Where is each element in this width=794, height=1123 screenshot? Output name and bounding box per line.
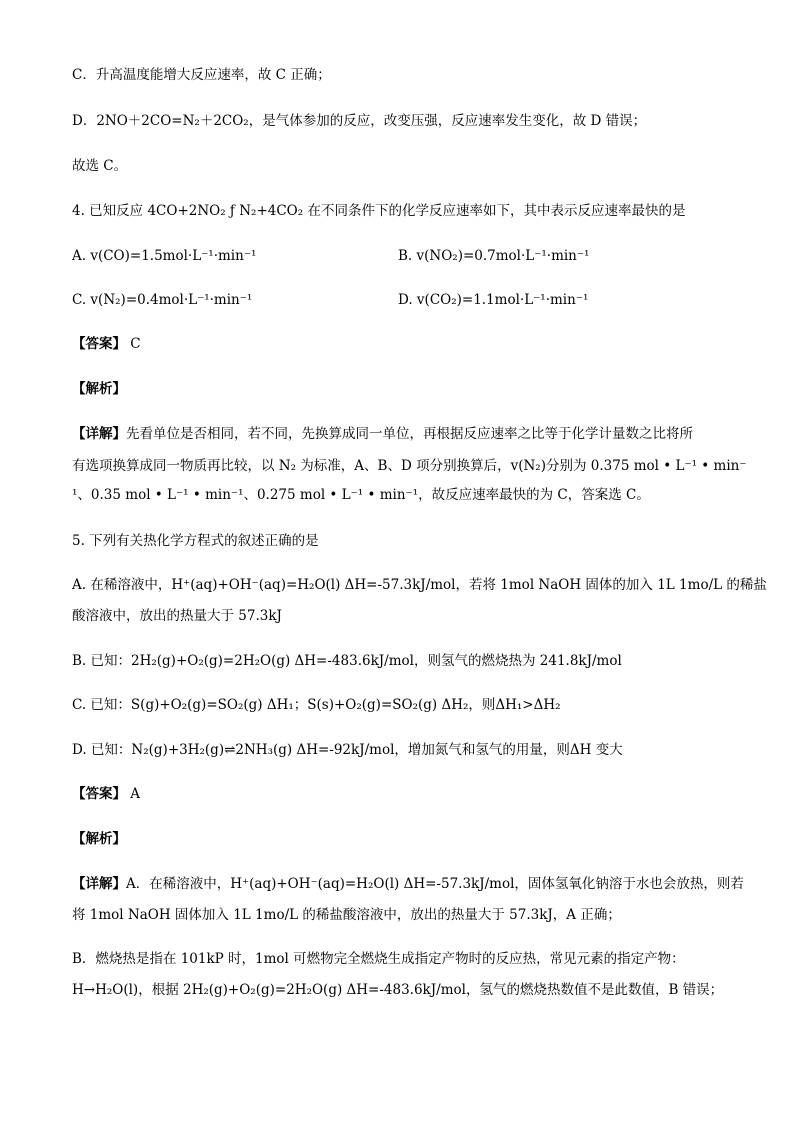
q5-option-b: B. 已知：2H₂(g)+O₂(g)=2H₂O(g) ΔH=-483.6kJ/mol，则氢气的燃烧热为 241.8kJ/mol [72, 653, 622, 669]
q5-detail-a-text-1: A．在稀溶液中，H⁺(aq)+OH⁻(aq)=H₂O(l) ΔH=-57.3kJ/mol，固体氢氧化钠溶于水也会放热，则若 [126, 876, 744, 892]
q5-detail-b-line-2: H→H₂O(l)，根据 2H₂(g)+O₂(g)=2H₂O(g) ΔH=-483.6kJ/mol，氢气的燃烧热数值不是此数值，B 错误； [72, 982, 724, 998]
q5-option-a-line-2: 酸溶液中，放出的热量大于 57.3kJ [72, 608, 282, 624]
q4-answer-value: C [130, 336, 141, 352]
q5-stem: 5. 下列有关热化学方程式的叙述正确的是 [72, 533, 319, 549]
q3-option-c-explanation: C．升高温度能增大反应速率，故 C 正确； [72, 67, 331, 83]
q4-analysis-label: 【解析】 [72, 381, 126, 397]
q5-answer-value: A [130, 786, 141, 802]
q5-analysis-row [72, 830, 126, 848]
q5-analysis-label: 【解析】 [72, 831, 126, 847]
q5-option-a-line-1: A. 在稀溶液中，H⁺(aq)+OH⁻(aq)=H₂O(l) ΔH=-57.3kJ/mol，若将 1mol NaOH 固体的加入 1L 1mo/L 的稀盐 [72, 577, 767, 593]
q4-option-d: D. v(CO₂)=1.1mol·L⁻¹·min⁻¹ [398, 292, 589, 308]
q4-detail-line-2: 有选项换算成同一物质再比较，以 N₂ 为标准，A、B、D 项分别换算后，v(N₂)分别为 0.375 mol • L⁻¹ • min⁻ [72, 458, 747, 474]
q5-detail-a-line-2: 将 1mol NaOH 固体加入 1L 1mo/L 的稀盐酸溶液中，放出的热量大于 57.3kJ，A 正确； [72, 907, 621, 923]
q4-detail-line-1 [72, 425, 693, 443]
q4-detail-label: 【详解】 [72, 426, 126, 442]
q4-option-a: A. v(CO)=1.5mol·L⁻¹·min⁻¹ [72, 248, 257, 264]
q5-option-d: D. 已知：N₂(g)+3H₂(g)⇌2NH₃(g) ΔH=-92kJ/mol，增加氮气和氢气的用量，则ΔH 变大 [72, 742, 623, 758]
q3-conclusion: 故选 C。 [72, 158, 128, 174]
q5-detail-b-line-1: B．燃烧热是指在 101kP 时，1mol 可燃物完全燃烧生成指定产物时的反应热，常见元素的指定产物： [72, 951, 685, 967]
q4-option-c: C. v(N₂)=0.4mol·L⁻¹·min⁻¹ [72, 292, 253, 308]
q4-option-b: B. v(NO₂)=0.7mol·L⁻¹·min⁻¹ [398, 248, 590, 264]
q4-answer-row [72, 335, 141, 353]
q5-option-c: C. 已知：S(g)+O₂(g)=SO₂(g) ΔH₁；S(s)+O₂(g)=SO₂(g) ΔH₂，则ΔH₁>ΔH₂ [72, 697, 561, 713]
q4-detail-text-1: 先看单位是否相同，若不同，先换算成同一单位，再根据反应速率之比等于化学计量数之比将所 [126, 426, 693, 442]
q5-detail-a-line-1 [72, 875, 744, 893]
q5-answer-row [72, 785, 140, 803]
q4-detail-line-3: ¹、0.35 mol • L⁻¹ • min⁻¹、0.275 mol • L⁻¹ • min⁻¹，故反应速率最快的为 C，答案选 C。 [72, 487, 650, 503]
q4-answer-label: 【答案】 [72, 336, 126, 352]
q4-analysis-row [72, 380, 126, 398]
q4-stem: 4. 已知反应 4CO+2NO₂ ƒ N₂+4CO₂ 在不同条件下的化学反应速率如下，其中表示反应速率最快的是 [72, 203, 686, 219]
q5-detail-label: 【详解】 [72, 876, 126, 892]
q5-answer-label: 【答案】 [72, 786, 126, 802]
q3-option-d-explanation: D．2NO＋2CO=N₂＋2CO₂，是气体参加的反应，改变压强，反应速率发生变化，故 D 错误； [72, 113, 647, 129]
